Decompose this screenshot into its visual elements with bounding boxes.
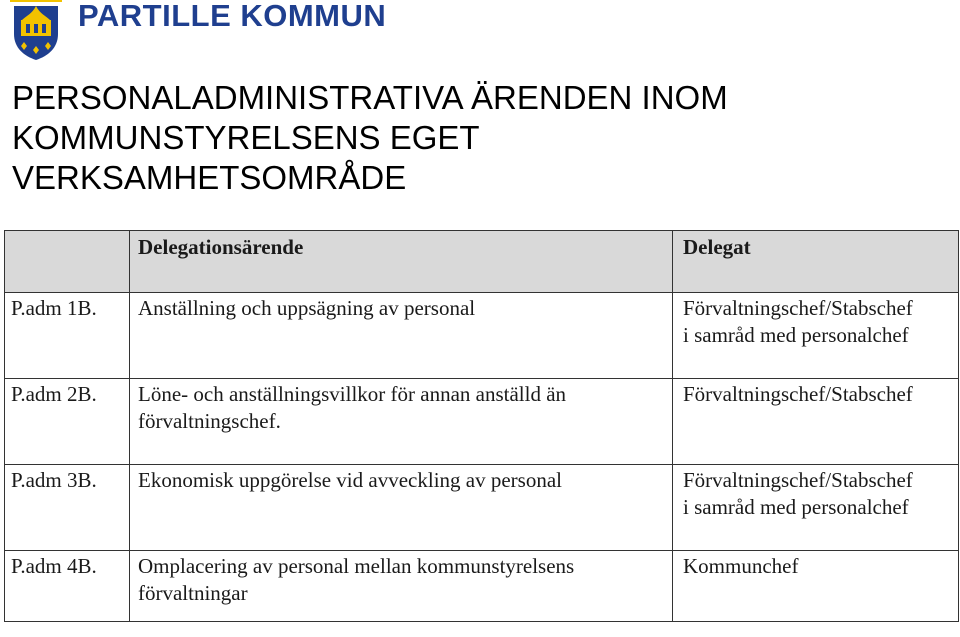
row-delegate — [673, 293, 959, 379]
case-line: Anställning och uppsägning av personal — [138, 296, 476, 320]
row-code: P.adm 1B. — [5, 293, 130, 379]
table-header-row — [5, 231, 959, 293]
row-code: P.adm 4B. — [5, 551, 130, 622]
column-header-case: Delegationsärende — [130, 231, 673, 293]
delegate-line: i samråd med personalchef — [683, 323, 909, 347]
row-case — [130, 379, 673, 465]
delegation-table — [4, 230, 959, 622]
row-delegate — [673, 551, 959, 622]
row-case — [130, 465, 673, 551]
case-line: Omplacering av personal mellan kommunstyrelsens — [138, 554, 575, 578]
page-header — [10, 0, 387, 62]
brand-name: PARTILLE KOMMUN — [78, 0, 387, 33]
case-line: förvaltningschef. — [138, 409, 281, 433]
row-delegate — [673, 465, 959, 551]
table-row — [5, 293, 959, 379]
coat-of-arms-icon — [10, 0, 62, 62]
delegate-line: Förvaltningschef/Stabschef — [683, 468, 913, 492]
row-code: P.adm 3B. — [5, 465, 130, 551]
delegate-line: Förvaltningschef/Stabschef — [683, 382, 913, 406]
title-line: KOMMUNSTYRELSENS EGET — [12, 119, 480, 156]
title-line: PERSONALADMINISTRATIVA ÄRENDEN INOM — [12, 79, 728, 116]
row-delegate — [673, 379, 959, 465]
row-case — [130, 293, 673, 379]
case-line: Ekonomisk uppgörelse vid avveckling av personal — [138, 468, 562, 492]
column-header-delegate: Delegat — [673, 231, 959, 293]
case-line: förvaltningar — [138, 581, 248, 605]
row-case — [130, 551, 673, 622]
page-title — [12, 78, 912, 198]
table-row — [5, 379, 959, 465]
delegate-line: Förvaltningschef/Stabschef — [683, 296, 913, 320]
column-header-code — [5, 231, 130, 293]
delegate-line: i samråd med personalchef — [683, 495, 909, 519]
delegate-line: Kommunchef — [683, 554, 799, 578]
table-row — [5, 551, 959, 622]
title-line: VERKSAMHETSOMRÅDE — [12, 159, 407, 196]
row-code: P.adm 2B. — [5, 379, 130, 465]
table-row — [5, 465, 959, 551]
case-line: Löne- och anställningsvillkor för annan anställd än — [138, 382, 567, 406]
